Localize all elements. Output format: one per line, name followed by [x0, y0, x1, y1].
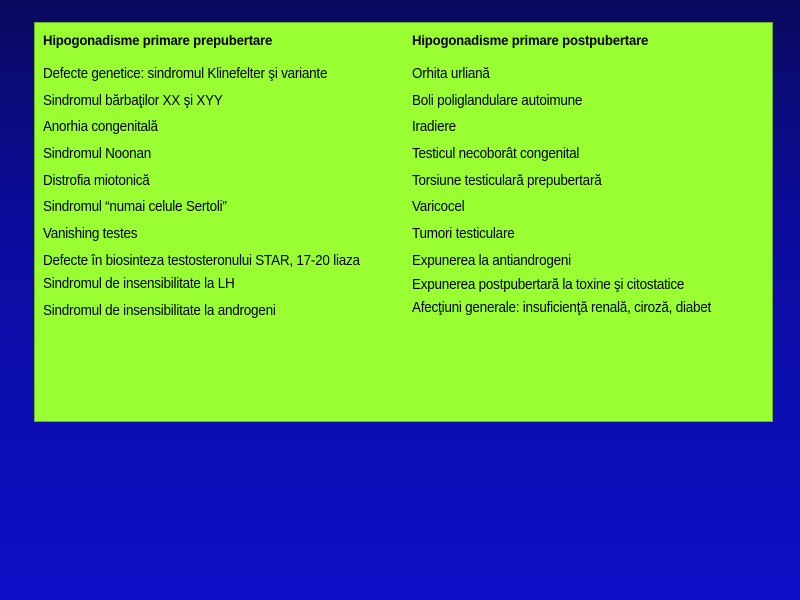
list-item: Anorhia congenitală	[43, 119, 158, 136]
column-header-prepubertal: Hipogonadisme primare prepubertare	[43, 32, 273, 48]
list-item: Sindromul “numai celule Sertoli”	[43, 199, 227, 216]
list-item: Defecte genetice: sindromul Klinefelter şi variante	[43, 66, 328, 82]
list-item: Sindromul bărbaţilor XX şi XYY	[43, 92, 223, 109]
list-item: Expunerea la antiandrogeni	[412, 252, 571, 269]
column-header-postpubertal: Hipogonadisme primare postpubertare	[412, 32, 649, 48]
list-item: Sindromul de insensibilitate la LH	[43, 275, 235, 292]
postpubertal-list	[412, 66, 767, 317]
list-item: Orhita urliană	[412, 66, 490, 82]
list-item: Distrofia miotonică	[43, 172, 150, 189]
list-item: Iradiere	[412, 119, 456, 136]
prepubertal-list	[43, 66, 388, 320]
list-item: Torsiune testiculară prepubertară	[412, 172, 602, 189]
list-item: Sindromul Noonan	[43, 146, 151, 163]
list-item: Varicocel	[412, 199, 465, 216]
list-item: Expunerea postpubertară la toxine şi citostatice	[412, 276, 685, 293]
list-item: Afecţiuni generale: insuficienţă renală, ciroză, diabet	[412, 300, 712, 317]
list-item: Vanishing testes	[43, 226, 138, 243]
list-item: Tumori testiculare	[412, 226, 515, 243]
column-prepubertal	[43, 23, 388, 421]
list-item: Sindromul de insensibilitate la androgeni	[43, 302, 276, 319]
list-item: Boli poliglandulare autoimune	[412, 92, 583, 109]
list-item: Defecte în biosinteza testosteronului STAR, 17-20 liaza	[43, 252, 360, 269]
table-panel	[34, 22, 773, 422]
list-item: Testicul necoborât congenital	[412, 146, 580, 163]
column-postpubertal	[412, 23, 767, 421]
